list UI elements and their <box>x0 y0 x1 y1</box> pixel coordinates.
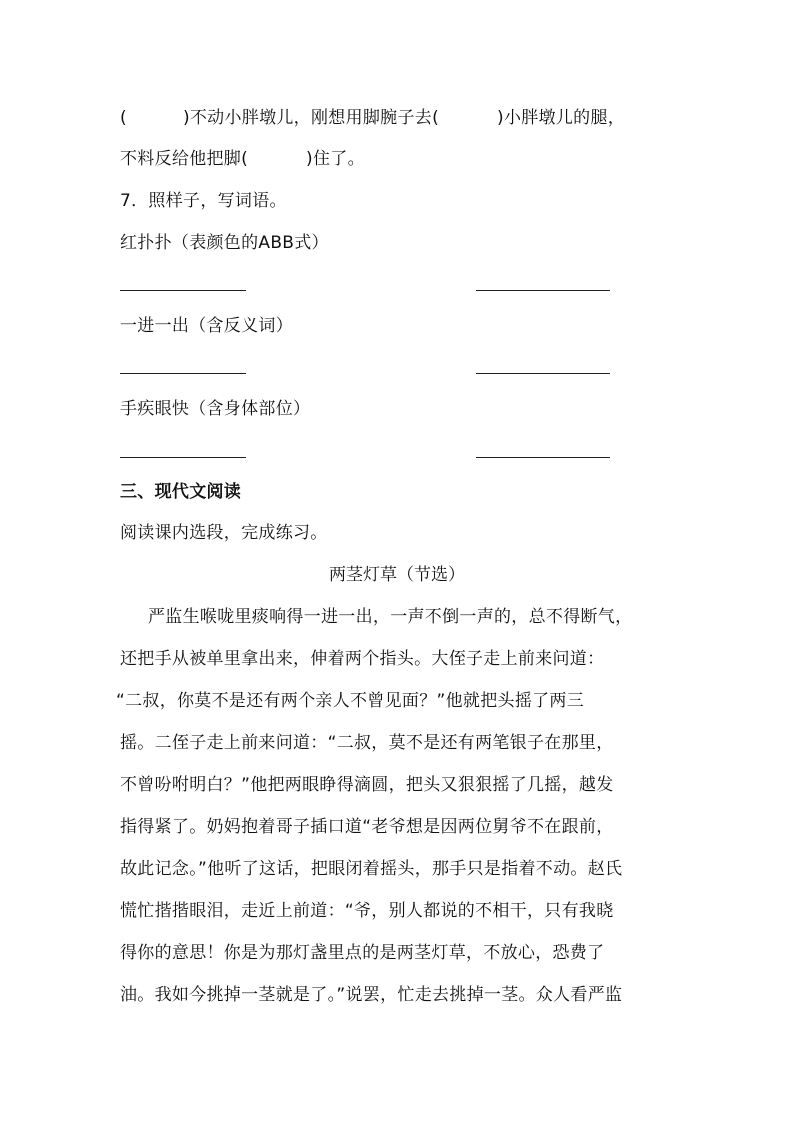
q7-item-1-answer-line-right[interactable] <box>476 290 610 291</box>
passage-line: 故此记念。”他听了这话，把眼闭着摇头，那手只是指着不动。赵氏 <box>120 859 623 879</box>
line-1-text-a: )不动小胖墩儿，刚想用脚腕子去( <box>182 108 440 128</box>
q7-item-3-answer-line-left[interactable] <box>120 457 246 458</box>
q7-item-1-answer-line-left[interactable] <box>120 290 246 291</box>
passage-line: 油。我如今挑掉一茎就是了。”说罢，忙走去挑掉一茎。众人看严监 <box>120 985 623 1005</box>
section-3-instruction: 阅读课内选段，完成练习。 <box>120 523 328 543</box>
section-3-heading: 三、现代文阅读 <box>120 482 242 502</box>
line-1-text-b: )小胖墩儿的腿， <box>497 108 626 128</box>
passage-line: 慌忙揩揩眼泪，走近上前道：“爷，别人都说的不相干，只有我晓 <box>120 901 614 921</box>
passage-line: 得你的意思！你是为那灯盏里点的是两茎灯草，不放心，恐费了 <box>120 943 605 963</box>
fill-blank-line-1 <box>120 106 625 130</box>
q7-item-2-answer-line-left[interactable] <box>120 373 246 374</box>
paren-open: ( <box>120 108 127 128</box>
q7-item-3-prompt: 手疾眼快（含身体部位） <box>120 399 311 419</box>
passage-line: 严监生喉咙里痰响得一进一出，一声不倒一声的，总不得断气， <box>148 607 633 627</box>
passage-line: 不曾吩咐明白？”他把两眼睁得滴圆，把头又狠狠摇了几摇，越发 <box>120 775 614 795</box>
fill-blank-line-2 <box>120 147 365 171</box>
passage-line: 指得紧了。奶妈抱着哥子插口道“老爷想是因两位舅爷不在跟前， <box>120 817 614 837</box>
passage-title: 两茎灯草（节选） <box>329 565 465 585</box>
q7-item-3-answer-line-right[interactable] <box>476 457 610 458</box>
q7-item-2-answer-line-right[interactable] <box>476 373 610 374</box>
passage-line: 摇。二侄子走上前来问道：“二叔，莫不是还有两笔银子在那里， <box>120 733 614 753</box>
passage-line: “二叔，你莫不是还有两个亲人不曾见面？”他就把头摇了两三 <box>116 691 585 711</box>
passage-line: 还把手从被单里拿出来，伸着两个指头。大侄子走上前来问道： <box>120 649 605 669</box>
q7-item-1-prompt: 红扑扑（表颜色的ABB式） <box>120 233 329 253</box>
line-2-text-b: )住了。 <box>306 149 365 169</box>
question-7-title: 7．照样子，写词语。 <box>120 191 287 211</box>
q7-item-2-prompt: 一进一出（含反义词） <box>120 316 293 336</box>
line-2-text-a: 不料反给他把脚( <box>120 149 249 169</box>
